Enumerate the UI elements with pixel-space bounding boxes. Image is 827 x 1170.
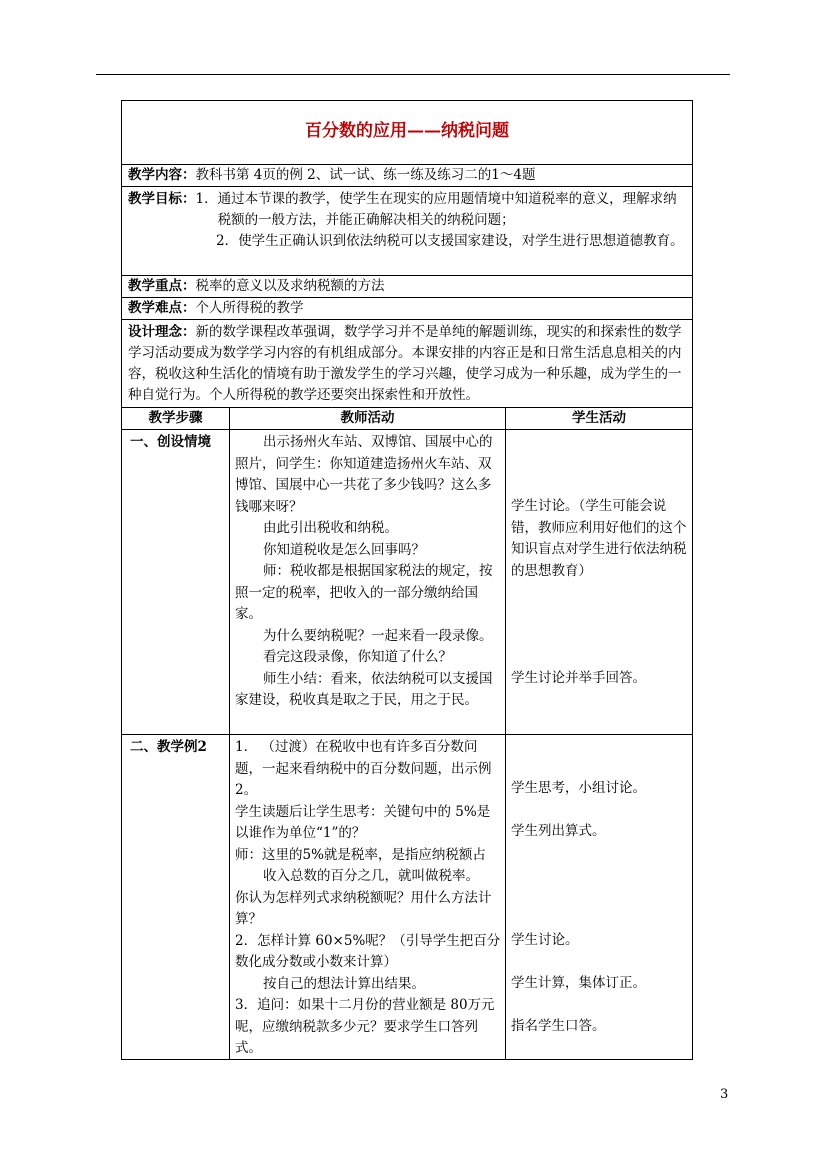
key-points-row [122,276,692,298]
teaching-goals-row [122,187,692,276]
student-activity [511,821,687,843]
teaching-content-text: 教科书第 4页的例 2、试一试、练一练及练习二的1～4题 [195,167,536,183]
teacher-paragraph: 1． （过渡）在税收中也有许多百分数问题，一起来看纳税中的百分数问题，出示例2。 [235,739,492,798]
student-activity [511,1016,687,1038]
student-paragraph: 学生计算，集体订正。 [511,975,646,991]
student-activity [511,973,687,995]
teacher-paragraph: 由此引出税收和纳税。 [263,520,398,536]
teacher-paragraph: 出示扬州火车站、双博馆、国展中心的照片，问学生：你知道建造扬州火车站、双博馆、国展中心一共花了多少钱吗？这么多钱哪来呀？ [235,434,493,515]
title-cell [122,101,692,165]
teacher-activity [235,737,503,1060]
design-concept-label: 设计理念： [128,324,196,340]
teaching-goals-label: 教学目标： [128,191,196,207]
teacher-paragraph: 为什么要纳税呢？一起来看一段录像。 [263,627,493,644]
teacher-paragraph: 3．追问：如果十二月份的营业额是 80万元呢，应缴纳税款多少元？要求学生口答列式。 [235,997,495,1056]
header-student: 学生活动 [572,410,626,426]
goal-item-2 [128,231,686,252]
section-rule [122,734,692,735]
header-row-rule [122,429,692,430]
goal-number: 2． [216,233,239,249]
teacher-paragraph: 你知道税收是怎么回事吗？ [263,541,425,558]
header-teacher: 教师活动 [340,410,395,426]
header-steps: 教学步骤 [148,410,203,426]
student-activity [511,668,687,690]
difficulties-text: 个人所得税的教学 [195,300,304,316]
teaching-content-label: 教学内容： [128,167,196,183]
step-label: 二、教学例2 [130,739,207,755]
teacher-paragraph: 你认为怎样列式求纳税额呢？用什么方法计算？ [235,889,492,927]
key-points-text: 税率的意义以及求纳税额的方法 [195,278,385,294]
student-paragraph: 学生讨论。（学生可能会说错，教师应利用好他们的这个知识盲点对学生进行依法纳税的思想教育） [511,498,687,579]
design-concept-row [122,320,692,408]
teaching-content-row [122,164,692,187]
teacher-paragraph: 师：这里的5%就是税率，是指应纳税额占 [235,846,486,863]
teacher-paragraph: 按自己的想法计算出结果。 [263,975,425,992]
teacher-paragraph: 学生读题后让学生思考：关键句中的 5%是以谁作为单位“1”的？ [235,803,491,841]
teacher-paragraph: 2．怎样计算 60×5%呢？（引导学生把百分数化成分数或小数来计算） [235,932,501,970]
design-concept-text: 新的数学课程改革强调，数学学习并不是单纯的解题训练，现实的和探索性的数学学习活动要成为数学学习内容的有机组成部分。本课安排的内容正是和日常生活息息相关的内容，税收这种生活化的情境有助于激发学生的学习兴趣，使学习成为一种乐趣，成为学生的一种自觉行为。个人所得税的教学还要突出探索性和开放性。 [128,324,682,403]
difficulties-row [122,298,692,320]
student-activity [511,778,687,800]
student-paragraph: 学生列出算式。 [511,823,606,839]
teacher-paragraph: 收入总数的百分之几，就叫做税率。 [263,868,479,884]
student-paragraph: 学生讨论并举手回答。 [511,670,646,686]
student-paragraph: 学生思考，小组讨论。 [511,780,646,796]
teacher-paragraph: 看完这段录像，你知道了什么？ [263,649,452,665]
teacher-activity [235,432,503,712]
student-activity [511,930,687,952]
goal-item-1 [128,189,686,231]
difficulties-label: 教学难点： [128,300,196,316]
teacher-paragraph: 师生小结：看来，依法纳税可以支援国家建设，税收真是取之于民，用之于民。 [235,670,493,708]
student-paragraph: 指名学生口答。 [511,1018,606,1034]
student-paragraph: 学生讨论。 [511,932,579,948]
lesson-plan-table [121,100,693,1060]
goal-number: 1． [195,191,218,207]
goal-text: 使学生正确认识到依法纳税可以支援国家建设，对学生进行思想道德教育。 [238,233,684,249]
goal-text: 通过本节课的教学，使学生在现实的应用题情境中知道税率的意义，理解求纳税额的一般方法，并能正确解决相关的纳税问题； [217,191,677,228]
page-number: 3 [720,1087,729,1102]
teacher-paragraph: 师：税收都是根据国家税法的规定，按照一定的税率，把收入的一部分缴纳给国家。 [235,563,493,622]
lesson-title: 百分数的应用——纳税问题 [305,121,509,141]
header-rule [96,74,730,75]
student-activity [511,496,687,582]
key-points-label: 教学重点： [128,278,196,294]
step-label: 一、创设情境 [130,434,211,450]
